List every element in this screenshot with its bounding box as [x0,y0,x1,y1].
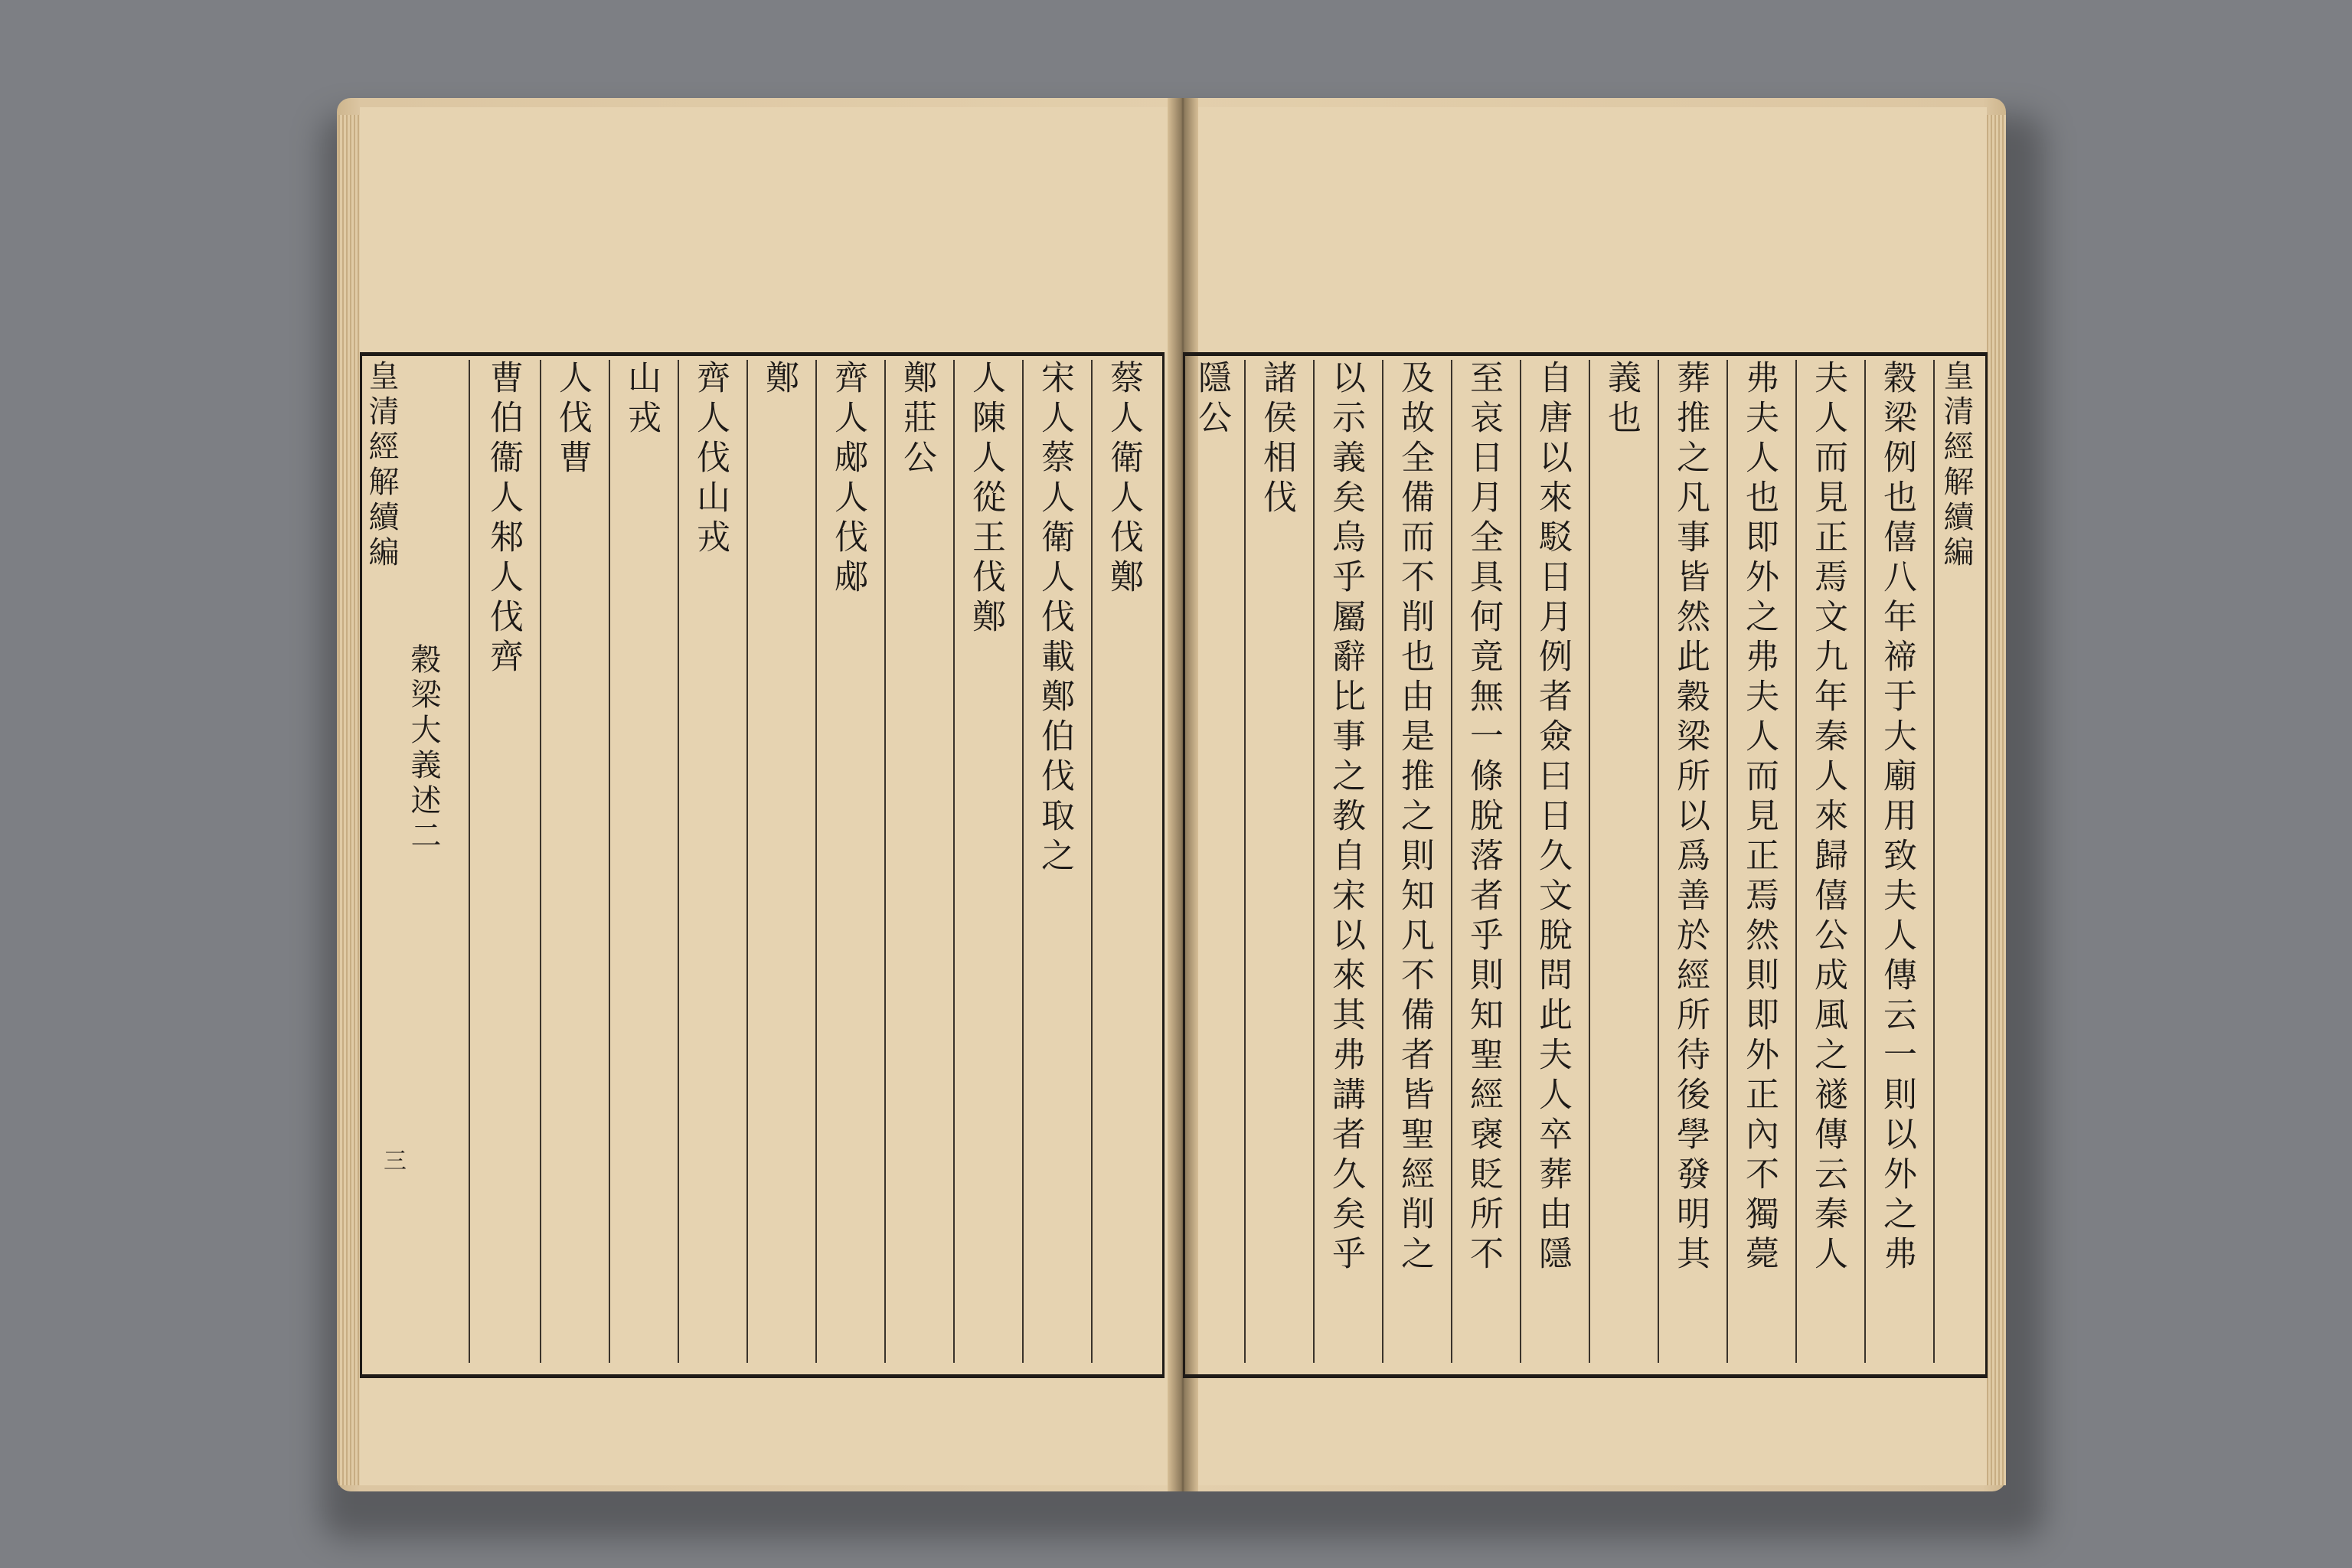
column-rule [1658,360,1659,1363]
left-col-5: 齊人郕人伐郕 [828,360,867,599]
column-rule [1795,360,1797,1363]
right-col-9: 以示義矣烏乎屬辭比事之教自宋以來其弗講者久矣乎 [1326,360,1365,1276]
left-col-3: 人陳人從王伐鄭 [966,360,1005,639]
right-col-2: 夫人而見正焉文九年秦人來歸僖公成風之禭傳云秦人 [1808,360,1847,1276]
column-rule [884,360,886,1363]
left-folio: 三 [379,1148,406,1171]
right-col-7: 至哀日月全具何竟無一條脫落者乎則知聖經襃貶所不 [1464,360,1503,1276]
left-section-title: 穀梁大義述二 [406,643,441,854]
right-col-5: 義也 [1602,360,1641,439]
column-rule [540,360,541,1363]
column-rule [1864,360,1866,1363]
column-rule [1520,360,1521,1363]
column-rule [1091,360,1093,1363]
column-rule [678,360,679,1363]
column-rule [1313,360,1315,1363]
left-col-8: 山戎 [622,360,661,439]
column-rule [609,360,610,1363]
right-col-10: 諸侯相伐 [1257,360,1296,519]
column-rule [953,360,955,1363]
right-page-frame [1183,352,1988,1378]
column-rule [1382,360,1383,1363]
right-col-11: 隱公 [1192,360,1231,439]
left-page-edge [338,115,361,1485]
column-rule [815,360,817,1363]
right-col-4: 葬推之凡事皆然此穀梁所以爲善於經所待後學發明其 [1671,360,1710,1276]
column-rule [1022,360,1024,1363]
right-banner-title: 皇清經解續編 [1939,360,1974,571]
column-rule [1933,360,1935,1363]
left-col-1: 蔡人衛人伐鄭 [1104,360,1143,599]
left-col-10: 曹伯衞人邾人伐齊 [484,360,523,678]
right-col-1: 穀梁例也僖八年禘于大廟用致夫人傳云一則以外之弗 [1877,360,1916,1276]
column-rule [469,360,470,1363]
column-rule [746,360,748,1363]
column-rule [1451,360,1452,1363]
left-col-7: 齊人伐山戎 [691,360,730,559]
column-rule [1726,360,1728,1363]
left-col-2: 宋人蔡人衛人伐載鄭伯伐取之 [1035,360,1074,877]
left-col-4: 鄭莊公 [897,360,936,479]
column-rule [1589,360,1590,1363]
right-col-8: 及故全備而不削也由是推之則知凡不備者皆聖經削之 [1395,360,1434,1276]
right-col-3: 弗夫人也即外之弗夫人而見正焉然則即外正內不獨薨 [1740,360,1779,1276]
left-banner-title: 皇清經解續編 [364,360,399,571]
left-col-9: 人伐曹 [553,360,592,479]
left-col-6: 鄭 [760,360,799,400]
right-col-6: 自唐以來駁日月例者僉曰日久文脫問此夫人卒葬由隱 [1533,360,1572,1276]
column-rule [1244,360,1246,1363]
